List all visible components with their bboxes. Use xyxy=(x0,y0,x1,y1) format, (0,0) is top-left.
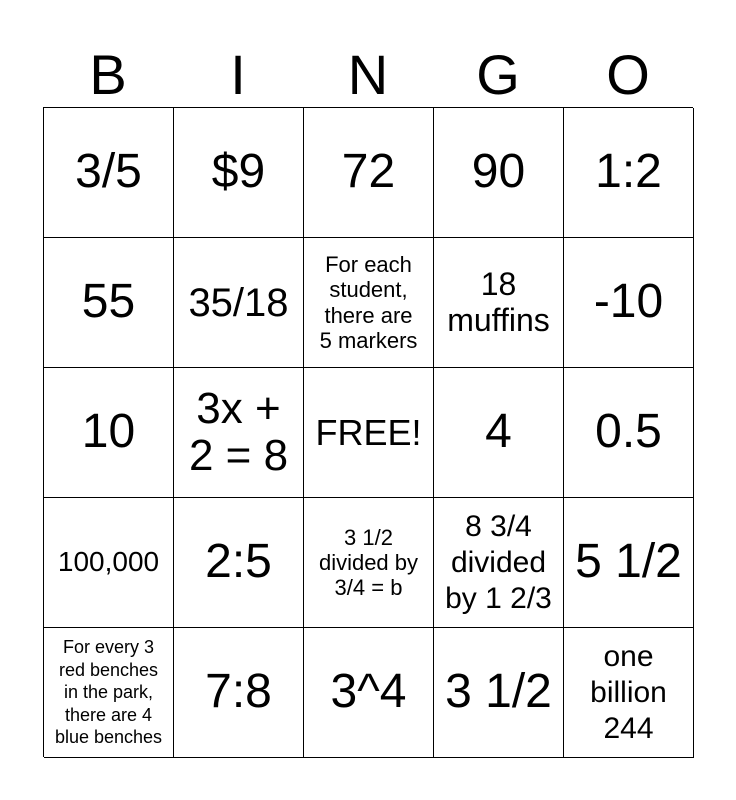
cell-text: 90 xyxy=(471,145,526,199)
bingo-cell-r3-c4[interactable] xyxy=(434,368,564,498)
cell-text: 72 xyxy=(341,145,396,199)
cell-text: $9 xyxy=(211,145,266,199)
bingo-cell-r4-c2[interactable] xyxy=(174,498,304,628)
bingo-cell-r4-c1[interactable] xyxy=(44,498,174,628)
bingo-cell-r1-c2[interactable] xyxy=(174,108,304,238)
bingo-board xyxy=(43,107,693,757)
bingo-cell-r5-c3[interactable] xyxy=(304,628,434,758)
bingo-cell-r5-c4[interactable] xyxy=(434,628,564,758)
header-letter-b: B xyxy=(89,43,127,106)
cell-text: 0.5 xyxy=(595,405,662,459)
cell-text: 5 1/2 xyxy=(575,535,682,589)
cell-text: 35/18 xyxy=(188,280,289,325)
bingo-cell-r3-c2[interactable] xyxy=(174,368,304,498)
cell-text: 18 muffins xyxy=(447,266,550,338)
bingo-cell-r3-c5[interactable] xyxy=(564,368,694,498)
bingo-cell-r1-c1[interactable] xyxy=(44,108,174,238)
cell-text: 55 xyxy=(81,275,136,329)
cell-text: -10 xyxy=(593,275,664,329)
bingo-cell-r2-c3[interactable] xyxy=(304,238,434,368)
bingo-cell-r2-c2[interactable] xyxy=(174,238,304,368)
cell-text: one billion 244 xyxy=(590,639,667,745)
bingo-cell-r3-c1[interactable] xyxy=(44,368,174,498)
cell-text: 10 xyxy=(81,405,136,459)
cell-text: FREE! xyxy=(315,411,422,453)
bingo-cell-r5-c5[interactable] xyxy=(564,628,694,758)
cell-text: 3 1/2 xyxy=(445,665,552,719)
cell-text: For each student, there are 5 markers xyxy=(319,251,418,353)
bingo-cell-r2-c4[interactable] xyxy=(434,238,564,368)
bingo-cell-r5-c1[interactable] xyxy=(44,628,174,758)
bingo-cell-r2-c1[interactable] xyxy=(44,238,174,368)
bingo-cell-r4-c3[interactable] xyxy=(304,498,434,628)
cell-text: 8 3/4 divided by 1 2/3 xyxy=(445,509,552,615)
cell-text: 100,000 xyxy=(57,546,160,578)
cell-text: 7:8 xyxy=(205,665,272,719)
bingo-cell-r2-c5[interactable] xyxy=(564,238,694,368)
bingo-header xyxy=(43,42,693,108)
bingo-cell-r3-c3[interactable] xyxy=(304,368,434,498)
bingo-cell-r4-c5[interactable] xyxy=(564,498,694,628)
bingo-cell-r5-c2[interactable] xyxy=(174,628,304,758)
bingo-cell-r1-c5[interactable] xyxy=(564,108,694,238)
header-letter-n: N xyxy=(347,43,389,106)
header-letter-g: G xyxy=(476,43,520,106)
cell-text: 2:5 xyxy=(205,535,272,589)
bingo-cell-r4-c4[interactable] xyxy=(434,498,564,628)
cell-text: 3x + 2 = 8 xyxy=(188,384,289,480)
bingo-cell-r1-c4[interactable] xyxy=(434,108,564,238)
cell-text: 1:2 xyxy=(595,145,662,199)
header-letter-i: I xyxy=(230,43,246,106)
cell-text: 3^4 xyxy=(330,665,407,719)
cell-text: 3/5 xyxy=(75,145,142,199)
header-letter-o: O xyxy=(606,43,650,106)
bingo-cell-r1-c3[interactable] xyxy=(304,108,434,238)
cell-text: 4 xyxy=(485,405,512,459)
cell-text: 3 1/2 divided by 3/4 = b xyxy=(318,524,419,601)
cell-text: For every 3 red benches in the park, there are 4 blue benches xyxy=(54,637,163,748)
